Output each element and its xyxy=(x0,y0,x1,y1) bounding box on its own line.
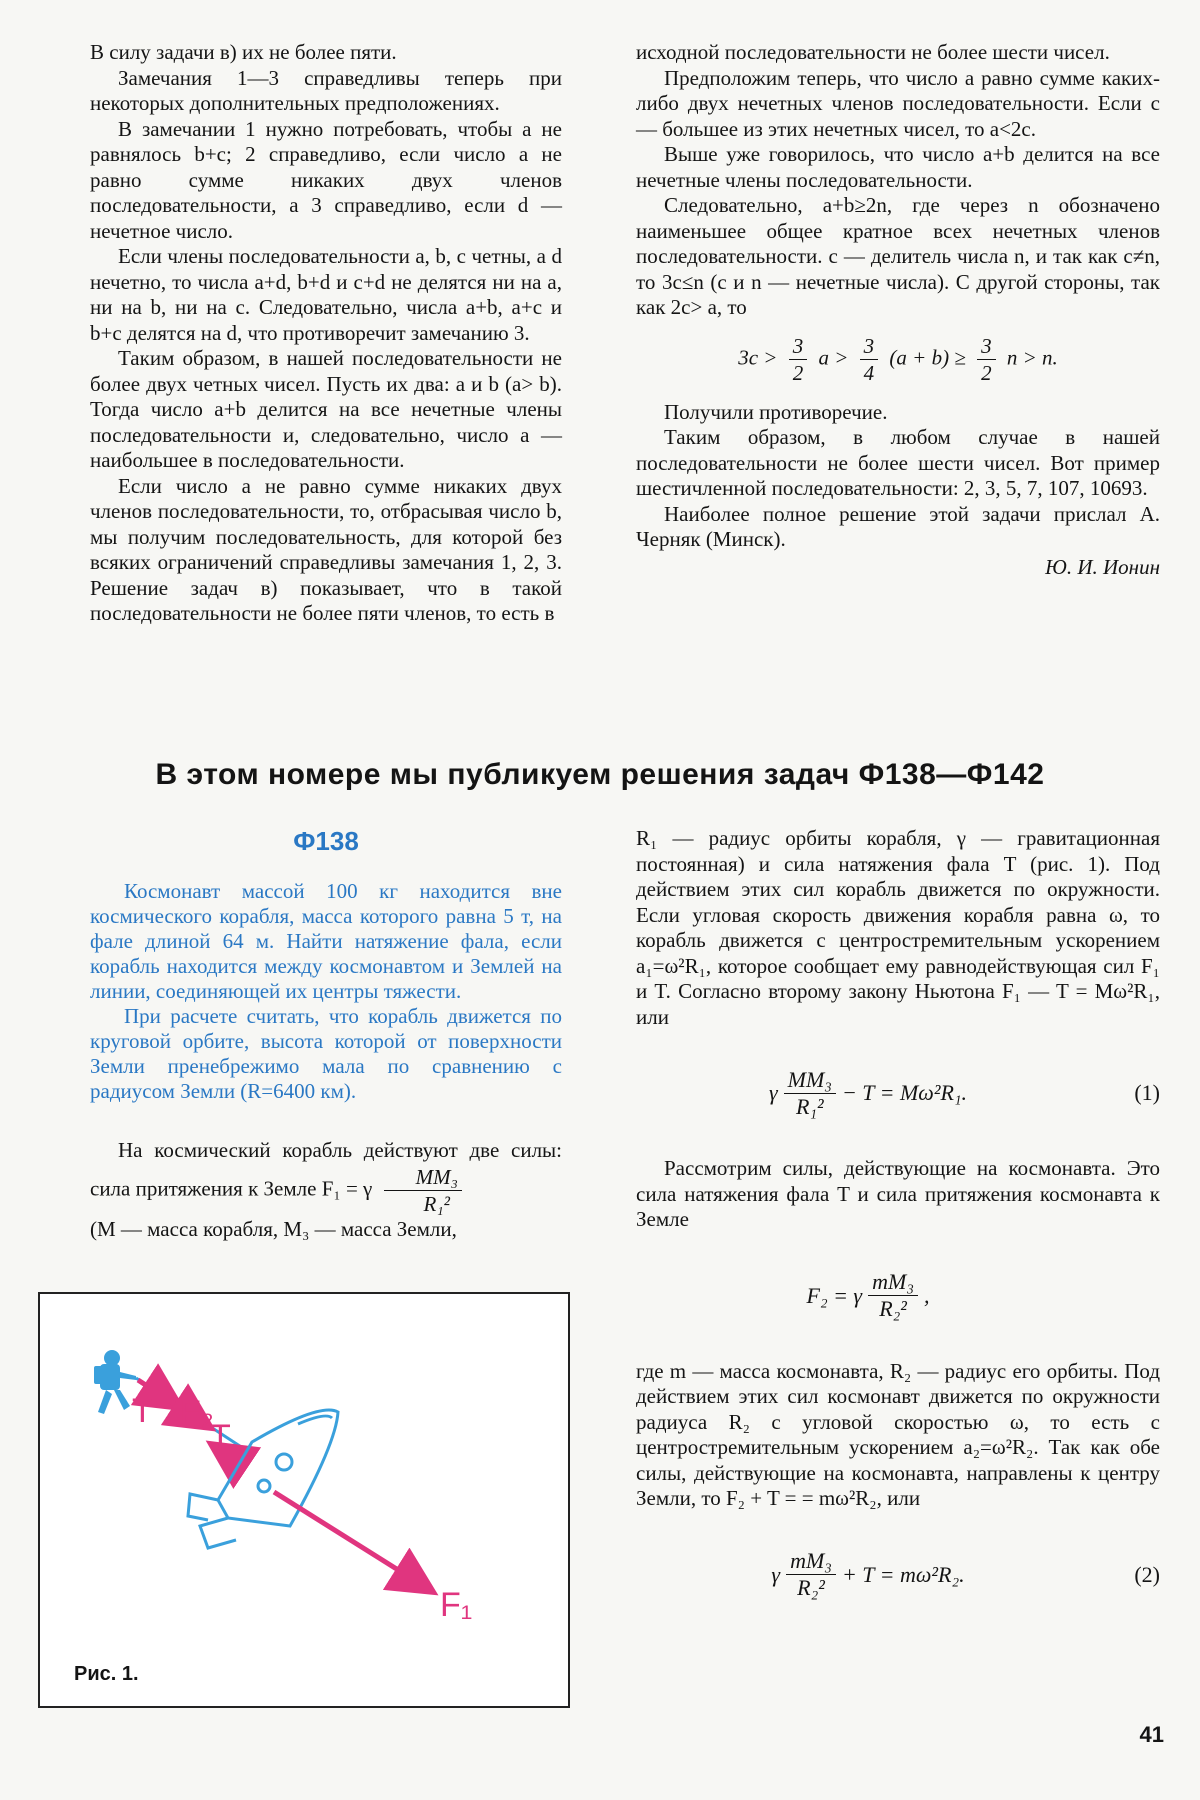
fraction: $\frac{3}{4}$ xyxy=(860,333,879,386)
paragraph: где m — масса космонавта, R₂ — радиус его орбиты. Под действием этих сил космонавт движется по окружности радиуса R₂ с угловой скоростью ω, то есть с центростремительным ускорением a₂=ω²R₂. Так как обе силы, действующие на космонавта, направлены к центру Земли, то F₂ + T = = mω²R₂, или xyxy=(636,1358,1160,1510)
paragraph: Если число a не равно сумме никаких двух членов последовательности, то, отбрасывая число b, мы получим последовательность, для которой без всяких ограничений справедливы замечания 1, 2, 3. Решение задач в) показывает, что в такой последовательности не более пяти членов, то есть в xyxy=(90,473,562,625)
fraction: $\frac{\text{MM₃}}{\text{R₁²}}$ xyxy=(384,1164,462,1217)
equation-number: (2) xyxy=(1134,1561,1160,1587)
label-f2: F₂ xyxy=(180,1394,214,1432)
force-arrow-f1 xyxy=(274,1492,430,1590)
paragraph: В силу задачи в) их не более пяти. xyxy=(90,40,397,64)
paragraph: исходной последовательности не более шести чисел. xyxy=(636,40,1110,64)
paragraph: Таким образом, в любом случае в нашей последовательности не более шести чисел. Вот пример шестичленной последовательности: 2, 3, 5, 7, 107, 10693. xyxy=(636,425,1160,500)
paragraph: Таким образом, в нашей последовательности не более двух четных чисел. Пусть их два: a и b (a> b). Тогда число a+b делится на все нечетные члены последовательности и, следовательно, число a — наибольшее в последовательности. xyxy=(90,346,562,472)
label-t1: T xyxy=(132,1392,153,1430)
problem-block xyxy=(90,826,562,1104)
formula-part: a > xyxy=(818,344,849,369)
page-number: 41 xyxy=(1139,1722,1164,1747)
figure-caption: Рис. 1. xyxy=(74,1663,139,1685)
paragraph: R₁ — радиус орбиты корабля, γ — гравитационная постоянная) и сила натяжения фала T (рис. 1). Под действием этих сил корабль движется по окружности. Если угловая скорость движения корабля равна ω, то корабль движется с центростремительным ускорением a₁=ω²R₁, которое сообщает ему равнодействующая сил F₁ и T. Согласно второму закону Ньютона F₁ — T = Mω²R₁, или xyxy=(636,826,1160,1029)
formula-part: 3c > xyxy=(738,344,778,369)
paragraph: На космический корабль действуют две силы: сила притяжения к Земле F₁ = γ $\frac{\text{MM₃}}{\text{R₁²}}$ xyxy=(90,1138,562,1216)
paragraph: Выше уже говорилось, что число a+b делится на все нечетные члены последовательности. xyxy=(636,142,1160,192)
bottom-right-column xyxy=(636,826,1160,1638)
statement-paragraph: Космонавт массой 100 кг находится вне космического корабля, масса которого равна 5 т, на фале длиной 64 м. Найти натяжение фала, если корабль находится между космонавтом и Землей на линии, соединяющей их центры тяжести. xyxy=(90,879,562,1003)
fraction: $\frac{3}{2}$ xyxy=(789,333,808,386)
label-t2: T xyxy=(210,1418,231,1456)
fraction: $\frac{3}{2}$ xyxy=(977,333,996,386)
problem-statement xyxy=(90,879,562,1104)
top-right-column xyxy=(636,40,1160,580)
paragraph: Наиболее полное решение этой задачи прислал А. Черняк (Минск). xyxy=(636,501,1160,551)
paragraph: Следовательно, a+b≥2n, где через n обозначено наименьшее общее кратное всех нечетных членов последовательности. c — делитель числа n, и так как c≠n, то 3c≤n (c и n — нечетные числа). С другой стороны, так как 2c> a, то xyxy=(636,193,1160,319)
figure-1 xyxy=(38,1292,570,1708)
paragraph: Рассмотрим силы, действующие на космонавта. Это сила натяжения фала T и сила притяжения космонавта к Земле xyxy=(636,1156,1160,1231)
formula-part: (a + b) ≥ xyxy=(889,344,966,369)
fraction: $\frac{\text{MM₃}}{\text{R₁²}}$ xyxy=(784,1067,836,1120)
equation-1: γ $\frac{\text{MM₃}}{\text{R₁²}}$ − T = Mω²R₁. (1) xyxy=(636,1048,1160,1138)
label-f1: F₁ xyxy=(440,1586,473,1624)
figure-drawing xyxy=(40,1294,568,1706)
author-signature: Ю. И. Ионин xyxy=(1045,554,1160,579)
problem-title: Ф138 xyxy=(293,826,359,856)
top-left-column xyxy=(90,40,562,627)
paragraph: Получили противоречие. xyxy=(664,399,888,424)
statement-paragraph: При расчете считать, что корабль движется по круговой орбите, высота которой от поверхности Земли пренебрежимо мала по сравнению с радиусом Земли (R=6400 км). xyxy=(90,1004,562,1103)
formula-part: n > n. xyxy=(1006,344,1058,369)
fraction: $\frac{\text{mM₃}}{\text{R₂²}}$ xyxy=(868,1269,918,1322)
equation-number: (1) xyxy=(1134,1080,1160,1106)
paragraph: Замечания 1—3 справедливы теперь при некоторых дополнительных предположениях. xyxy=(90,65,562,115)
astronaut-icon xyxy=(94,1350,136,1414)
section-heading: В этом номере мы публикуем решения задач Ф138—Ф142 xyxy=(155,758,1045,791)
fraction: $\frac{\text{mM₃}}{\text{R₂²}}$ xyxy=(786,1548,836,1601)
equation-f2: F₂ = γ $\frac{\text{mM₃}}{\text{R₂²}}$ , xyxy=(806,1269,930,1321)
paragraph: (M — масса корабля, M₃ — масса Земли, xyxy=(90,1216,457,1241)
bottom-left-text xyxy=(90,1138,562,1242)
inequality-formula xyxy=(636,333,1160,386)
equation-2: γ $\frac{\text{mM₃}}{\text{R₂²}}$ + T = mω²R₂. (2) xyxy=(636,1530,1160,1620)
paragraph: Предположим теперь, что число a равно сумме каких-либо двух нечетных членов последовательности. Если c — большее из этих нечетных чисел, то a<2c. xyxy=(636,65,1160,141)
paragraph: Если члены последовательности a, b, c четны, а d нечетно, то числа a+d, b+d и c+d не делятся ни на a, ни на b, ни на c. Следовательно, числа a+b, a+c и b+c делятся на d, что противоречит замечанию 3. xyxy=(90,244,562,345)
paragraph: В замечании 1 нужно потребовать, чтобы a не равнялось b+c; 2 справедливо, если число a не равно сумме никаких двух членов последовательности, а 3 справедливо, если d — нечетное число. xyxy=(90,116,562,243)
